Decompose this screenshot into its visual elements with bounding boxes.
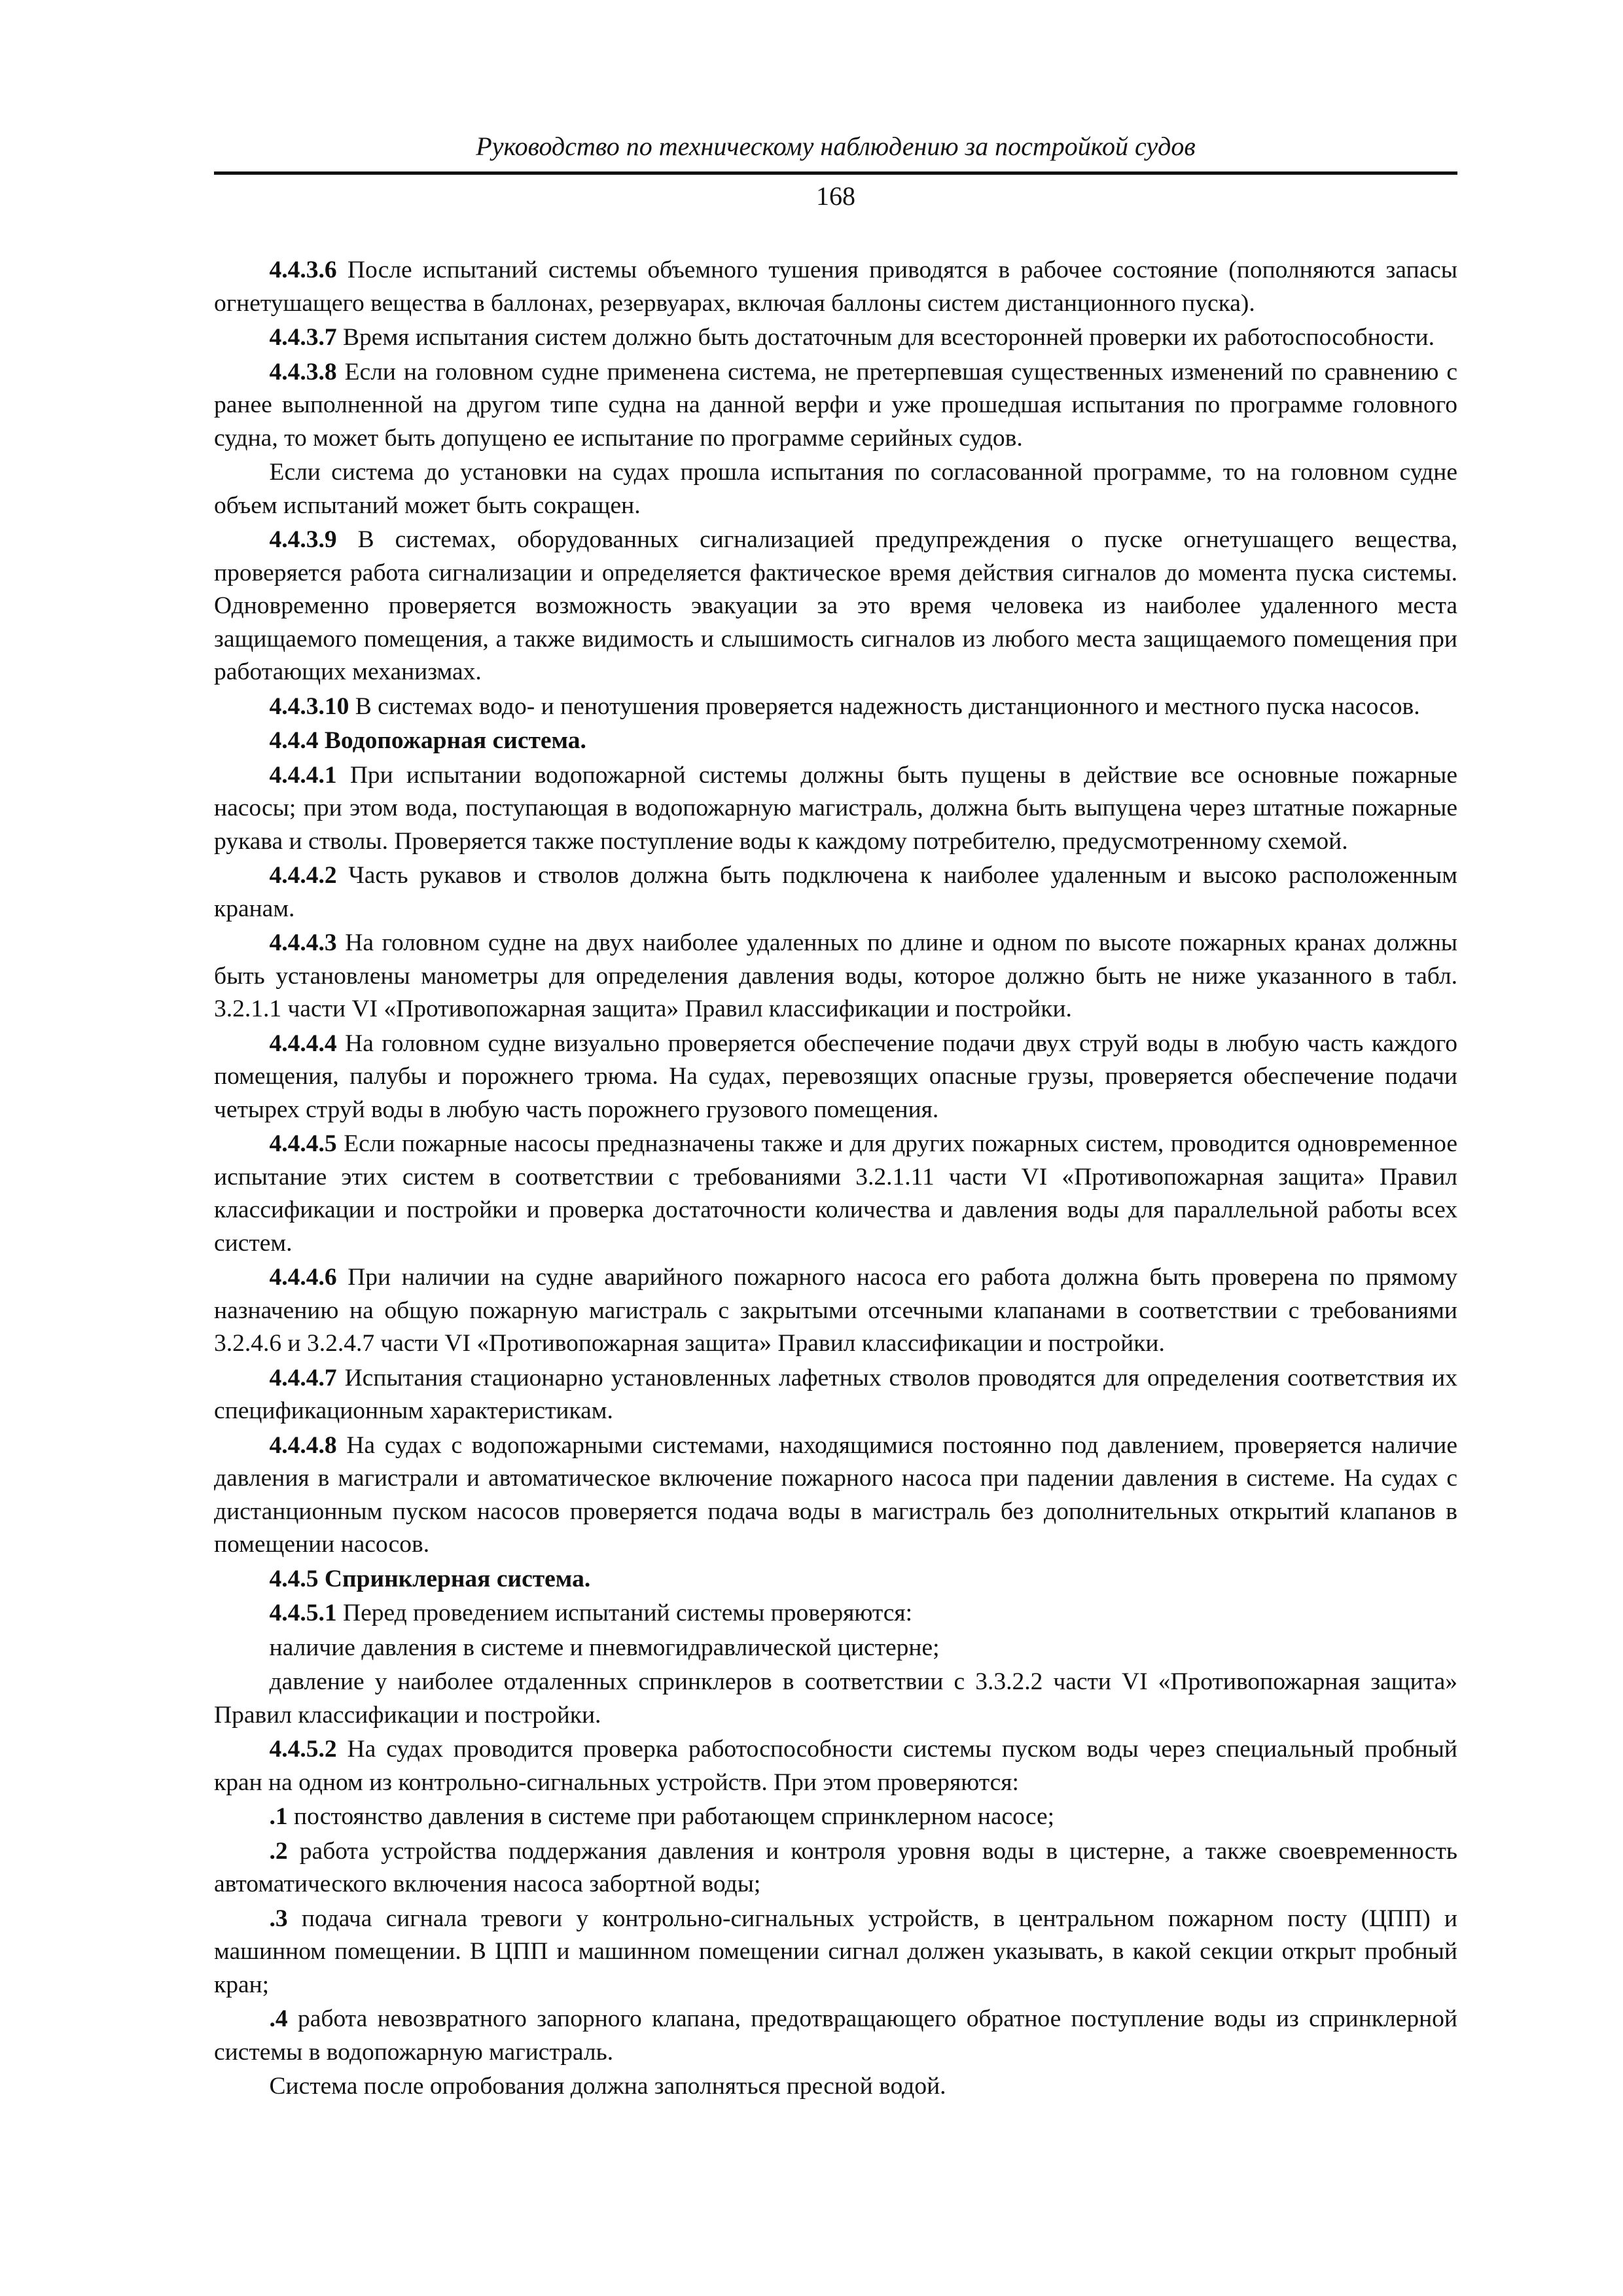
section-number: 4.4.4 <box>269 727 319 754</box>
section-heading <box>214 725 1457 758</box>
paragraph-text: На судах с водопожарными системами, находящимися постоянно под давлением, проверяется наличие давления в магистрали и автоматическое включение пожарного насоса при падении давления в системе. На судах с дистанционным пуском насосов проверяется подача воды в магистраль без дополнительных открытий клапанов в помещении насосов. <box>214 1431 1457 1558</box>
list-item <box>214 1903 1457 2002</box>
paragraph <box>214 1128 1457 1260</box>
clause-number: 4.4.4.1 <box>269 761 337 789</box>
paragraph-text: При испытании водопожарной системы должны быть пущены в действие все основные пожарные насосы; при этом вода, поступающая в водопожарную магистраль, должна быть выпущена через штатные пожарные рукава и стволы. Проверяется также поступление воды к каждому потребителю, предусмотренному схемой. <box>214 761 1457 855</box>
paragraph <box>214 927 1457 1026</box>
list-item-text: подача сигнала тревоги у контрольно-сигнальных устройств, в центральном пожарном посту (ЦПП) и машинном помещении. В ЦПП и машинном помещении сигнал должен указывать, в какой секции открыт пробный кран; <box>214 1905 1457 1998</box>
clause-number: 4.4.4.7 <box>269 1364 337 1391</box>
clause-number: 4.4.5.2 <box>269 1736 337 1763</box>
list-item-text: работа устройства поддержания давления и контроля уровня воды в цистерне, а также своевременность автоматического включения насоса забортной воды; <box>214 1837 1457 1897</box>
clause-number: 4.4.3.6 <box>269 257 337 283</box>
clause-number: 4.4.4.8 <box>269 1431 337 1459</box>
list-item <box>214 1801 1457 1834</box>
paragraph <box>214 1597 1457 1630</box>
paragraph-text: На головном судне на двух наиболее удаленных по длине и одном по высоте пожарных кранах должны быть установлены манометры для определения давления воды, которое должно быть не ниже указанного в табл. 3.2.1.1 части VI «Противопожарная защита» Правил классификации и постройки. <box>214 929 1457 1022</box>
list-item-text: работа невозвратного запорного клапана, предотвращающего обратное поступление воды из спринклерной системы в водопожарную магистраль. <box>214 2005 1457 2066</box>
section-heading <box>214 1563 1457 1596</box>
paragraph-text: Испытания стационарно установленных лафетных стволов проводятся для определения соответствия их спецификационным характеристикам. <box>214 1364 1457 1424</box>
paragraph <box>214 759 1457 859</box>
paragraph-text: Система после опробования должна заполняться пресной водой. <box>269 2073 946 2100</box>
paragraph-text: На головном судне визуально проверяется обеспечение подачи двух струй воды в любую часть каждого помещения, палубы и порожнего трюма. На судах, перевозящих опасные грузы, проверяется обеспечение подачи четырех струй воды в любую часть порожнего грузового помещения. <box>214 1030 1457 1123</box>
paragraph-text: На судах проводится проверка работоспособности системы пуском воды через специальный пробный кран на одном из контрольно-сигнальных устройств. При этом проверяются: <box>214 1736 1457 1796</box>
section-title: Спринклерная система. <box>318 1565 591 1592</box>
paragraph-text: Перед проведением испытаний системы проверяются: <box>336 1600 913 1626</box>
paragraph <box>214 1362 1457 1428</box>
clause-number: 4.4.4.6 <box>269 1264 337 1291</box>
clause-number: 4.4.4.2 <box>269 862 337 889</box>
paragraph-text: В системах, оборудованных сигнализацией предупреждения о пуске огнетушащего вещества, проверяется работа сигнализации и определяется фактическое время действия сигналов до момента пуска системы. Одновременно проверяется возможность эвакуации за это время человека из наиболее удаленного места защищаемого помещения, а также видимость и слышимость сигналов из любого места защищаемого помещения при работающих механизмах. <box>214 526 1457 685</box>
paragraph-text: наличие давления в системе и пневмогидравлической цистерне; <box>269 1634 940 1661</box>
clause-number: 4.4.3.10 <box>269 692 349 720</box>
paragraph <box>214 456 1457 522</box>
paragraph-text: В системах водо- и пенотушения проверяется надежность дистанционного и местного пуска насосов. <box>349 692 1420 720</box>
paragraph <box>214 356 1457 456</box>
paragraph-text: Если система до установки на судах прошла испытания по согласованной программе, то на головном судне объем испытаний может быть сокращен. <box>214 459 1457 519</box>
list-item-text: постоянство давления в системе при работающем спринклерном насосе; <box>287 1803 1055 1830</box>
page-number: 168 <box>816 181 855 211</box>
paragraph <box>214 1261 1457 1361</box>
list-marker: .2 <box>269 1837 288 1865</box>
list-marker: .1 <box>269 1803 288 1830</box>
paragraph-text: После испытаний системы объемного тушения приводятся в рабочее состояние (пополняются запасы огнетушащего вещества в баллонах, резервуарах, включая баллоны систем дистанционного пуска). <box>214 257 1457 317</box>
paragraph <box>214 1733 1457 1799</box>
running-title: Руководство по техническому наблюдению за постройкой судов <box>476 132 1196 161</box>
paragraph <box>214 524 1457 689</box>
clause-number: 4.4.4.4 <box>269 1030 337 1057</box>
clause-number: 4.4.3.7 <box>269 324 337 351</box>
clause-number: 4.4.3.8 <box>269 358 337 386</box>
clause-number: 4.4.4.5 <box>269 1130 337 1157</box>
paragraph-text: Если на головном судне применена система, не претерпевшая существенных изменений по сравнению с ранее выполненной на другом типе судна на данной верфи и уже прошедшая испытания по программе головного судна, то может быть допущено ее испытание по программе серийных судов. <box>214 358 1457 452</box>
paragraph-text: давление у наиболее отдаленных спринклеров в соответствии с 3.3.2.2 части VI «Противопожарная защита» Правил классификации и постройки. <box>214 1668 1457 1729</box>
paragraph <box>214 321 1457 355</box>
body-text <box>214 254 1457 2105</box>
paragraph <box>214 859 1457 925</box>
paragraph <box>214 2070 1457 2104</box>
section-title: Водопожарная система. <box>318 727 586 754</box>
paragraph <box>214 1429 1457 1562</box>
header-rule <box>214 171 1457 175</box>
paragraph <box>214 1666 1457 1732</box>
paragraph <box>214 254 1457 320</box>
paragraph <box>214 691 1457 724</box>
clause-number: 4.4.5.1 <box>269 1600 337 1626</box>
paragraph <box>214 1632 1457 1665</box>
paragraph-text: Если пожарные насосы предназначены также и для других пожарных систем, проводится одновременное испытание этих систем в соответствии с требованиями 3.2.1.11 части VI «Противопожарная защита» Правил классификации и постройки и проверка достаточности количества и давления воды для параллельной работы всех систем. <box>214 1130 1457 1257</box>
paragraph <box>214 1028 1457 1127</box>
list-item <box>214 2003 1457 2069</box>
list-item <box>214 1835 1457 1901</box>
paragraph-text: Часть рукавов и стволов должна быть подключена к наиболее удаленным и высоко расположенным кранам. <box>214 862 1457 922</box>
paragraph-text: Время испытания систем должно быть достаточным для всесторонней проверки их работоспособности. <box>336 324 1435 351</box>
list-marker: .4 <box>269 2005 288 2032</box>
section-number: 4.4.5 <box>269 1565 319 1592</box>
paragraph-text: При наличии на судне аварийного пожарного насоса его работа должна быть проверена по прямому назначению на общую пожарную магистраль с закрытыми отсечными клапанами в соответствии с требованиями 3.2.4.6 и 3.2.4.7 части VI «Противопожарная защита» Правил классификации и постройки. <box>214 1264 1457 1357</box>
clause-number: 4.4.4.3 <box>269 929 337 956</box>
list-marker: .3 <box>269 1905 288 1932</box>
clause-number: 4.4.3.9 <box>269 526 337 553</box>
